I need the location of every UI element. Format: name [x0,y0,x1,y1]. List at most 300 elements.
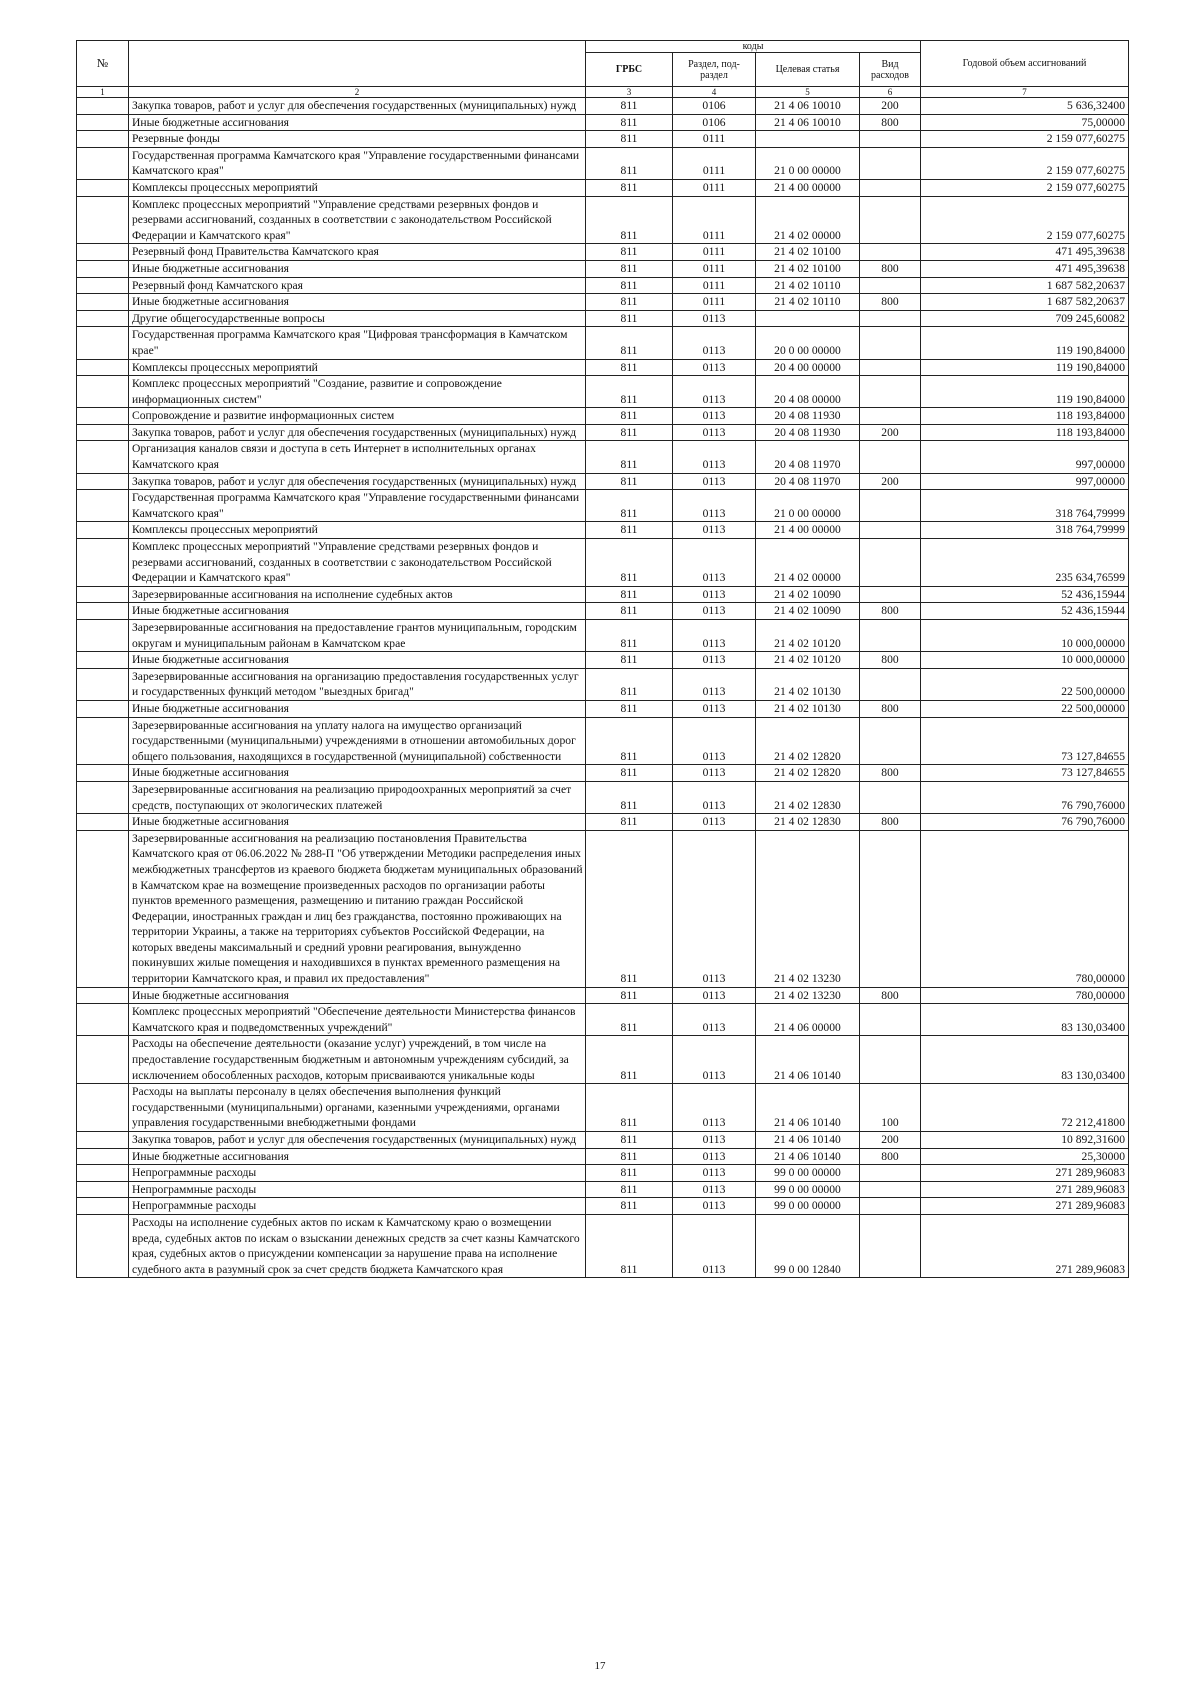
target-article: 21 4 02 13230 [756,830,860,987]
grbs-code: 811 [586,1084,673,1132]
section-code: 0111 [673,196,756,244]
section-code: 0113 [673,620,756,652]
target-article: 21 4 02 12820 [756,717,860,765]
annual-amount: 235 634,76599 [921,539,1129,587]
target-article: 99 0 00 00000 [756,1198,860,1215]
section-code: 0113 [673,1165,756,1182]
expense-type [860,376,921,408]
target-article: 21 4 02 12830 [756,781,860,813]
table-row [77,652,1129,669]
table-row [77,114,1129,131]
expense-type: 200 [860,424,921,441]
table-row [77,814,1129,831]
table-row [77,1148,1129,1165]
annual-amount: 271 289,96083 [921,1214,1129,1277]
expense-name: Комплекс процессных мероприятий "Обеспечение деятельности Министерства финансов Камчатского края и подведомственных учреждений" [129,1004,586,1036]
section-code: 0113 [673,765,756,782]
target-article: 21 4 02 10130 [756,700,860,717]
grbs-code: 811 [586,1165,673,1182]
expense-type [860,830,921,987]
target-article: 21 4 06 00000 [756,1004,860,1036]
section-code: 0113 [673,441,756,473]
annual-amount: 22 500,00000 [921,668,1129,700]
expense-name: Организация каналов связи и доступа в сеть Интернет в исполнительных органах Камчатского края [129,441,586,473]
row-number-cell [77,179,129,196]
table-row [77,765,1129,782]
table-row [77,1036,1129,1084]
annual-amount: 471 495,39638 [921,244,1129,261]
target-article: 99 0 00 00000 [756,1181,860,1198]
row-number-cell [77,196,129,244]
table-row [77,668,1129,700]
expense-type: 200 [860,473,921,490]
expense-name: Комплексы процессных мероприятий [129,179,586,196]
section-code: 0106 [673,98,756,115]
expense-type: 800 [860,260,921,277]
row-number-cell [77,1084,129,1132]
expense-name: Комплекс процессных мероприятий "Создание, развитие и сопровождение информационных систем" [129,376,586,408]
section-code: 0111 [673,294,756,311]
target-article: 21 4 02 10100 [756,260,860,277]
grbs-code: 811 [586,1181,673,1198]
section-code: 0113 [673,652,756,669]
expense-name: Сопровождение и развитие информационных систем [129,408,586,425]
expense-name: Комплексы процессных мероприятий [129,359,586,376]
target-article: 21 0 00 00000 [756,490,860,522]
expense-name: Закупка товаров, работ и услуг для обеспечения государственных (муниципальных) нужд [129,98,586,115]
row-number-cell [77,490,129,522]
section-code: 0113 [673,830,756,987]
annual-amount: 119 190,84000 [921,359,1129,376]
row-number-cell [77,376,129,408]
section-code: 0113 [673,408,756,425]
target-article: 20 4 08 11930 [756,408,860,425]
annual-amount: 997,00000 [921,441,1129,473]
section-code: 0113 [673,1148,756,1165]
table-row [77,294,1129,311]
expense-name: Иные бюджетные ассигнования [129,765,586,782]
annual-amount: 76 790,76000 [921,781,1129,813]
table-row [77,620,1129,652]
target-article: 21 4 02 00000 [756,196,860,244]
target-article: 21 0 00 00000 [756,147,860,179]
expense-name: Закупка товаров, работ и услуг для обеспечения государственных (муниципальных) нужд [129,1132,586,1149]
annual-amount: 271 289,96083 [921,1198,1129,1215]
table-row [77,1181,1129,1198]
row-number-cell [77,522,129,539]
grbs-code: 811 [586,1198,673,1215]
expense-name: Зарезервированные ассигнования на предоставление грантов муниципальным, городским округам и муниципальным районам в Камчатском крае [129,620,586,652]
expense-name: Государственная программа Камчатского края "Управление государственными финансами Камчатского края" [129,147,586,179]
table-row [77,700,1129,717]
target-article: 21 4 06 10010 [756,98,860,115]
expense-name: Зарезервированные ассигнования на реализацию постановления Правительства Камчатского края от 06.06.2022 № 288-П "Об утверждении Методики распределения иных межбюджетных трансфертов из краевого бюджета бюджетам муниципальных образований в Камчатском крае на возмещение произведенных расходов по организации работы пунктов временного размещения, размещению и питанию граждан Российской Федерации, иностранных граждан и лиц без гражданства, постоянно проживающих на территории Украины, а также на территориях субъектов Российской Федерации, на которых введены максимальный и средний уровни реагирования, вынужденно покинувших жилые помещения и находившихся в пунктах временного размещения на территории Камчатского края, и правил их предоставления" [129,830,586,987]
grbs-code: 811 [586,652,673,669]
target-article [756,310,860,327]
grbs-code: 811 [586,179,673,196]
grbs-code: 811 [586,114,673,131]
header-vid: Вид расходов [860,53,921,87]
target-article [756,131,860,148]
expense-name: Зарезервированные ассигнования на организацию предоставления государственных услуг и государственных функций методом "выездных бригад" [129,668,586,700]
header-no: № [77,41,129,87]
expense-name: Непрограммные расходы [129,1198,586,1215]
grbs-code: 811 [586,717,673,765]
target-article: 20 4 08 11970 [756,473,860,490]
target-article: 99 0 00 00000 [756,1165,860,1182]
target-article: 21 4 02 10090 [756,586,860,603]
page-number: 17 [594,1660,606,1672]
target-article: 21 4 06 10140 [756,1132,860,1149]
target-article: 21 4 06 10140 [756,1148,860,1165]
expense-type [860,277,921,294]
header-razdel: Раздел, под-раздел [673,53,756,87]
annual-amount: 75,00000 [921,114,1129,131]
grbs-code: 811 [586,781,673,813]
annual-amount: 73 127,84655 [921,717,1129,765]
expense-type: 800 [860,700,921,717]
expense-type [860,196,921,244]
expense-type: 800 [860,1148,921,1165]
section-code: 0113 [673,376,756,408]
grbs-code: 811 [586,586,673,603]
row-number-cell [77,244,129,261]
annual-amount: 10 000,00000 [921,652,1129,669]
grbs-code: 811 [586,277,673,294]
grbs-code: 811 [586,1036,673,1084]
row-number-cell [77,620,129,652]
section-code: 0113 [673,814,756,831]
row-number-cell [77,441,129,473]
grbs-code: 811 [586,765,673,782]
annual-amount: 2 159 077,60275 [921,179,1129,196]
table-row [77,830,1129,987]
section-code: 0111 [673,147,756,179]
annual-amount: 471 495,39638 [921,260,1129,277]
column-number: 4 [673,87,756,98]
expense-type [860,179,921,196]
row-number-cell [77,586,129,603]
expense-type [860,1198,921,1215]
row-number-cell [77,294,129,311]
section-code: 0113 [673,539,756,587]
section-code: 0113 [673,359,756,376]
target-article: 21 4 02 10100 [756,244,860,261]
header-grbs: ГРБС [586,53,673,87]
row-number-cell [77,1198,129,1215]
expense-type [860,717,921,765]
expense-type [860,1036,921,1084]
expense-name: Резервные фонды [129,131,586,148]
table-row [77,603,1129,620]
grbs-code: 811 [586,490,673,522]
row-number-cell [77,1181,129,1198]
annual-amount: 318 764,79999 [921,522,1129,539]
section-code: 0113 [673,1181,756,1198]
expense-name: Иные бюджетные ассигнования [129,652,586,669]
target-article: 20 0 00 00000 [756,327,860,359]
target-article: 21 4 02 10130 [756,668,860,700]
table-row [77,586,1129,603]
section-code: 0113 [673,522,756,539]
target-article: 21 4 00 00000 [756,179,860,196]
expense-name: Расходы на обеспечение деятельности (оказание услуг) учреждений, в том числе на предоставление государственным бюджетным и автономным учреждениям субсидий, за исключением обособленных расходов, которым присваиваются уникальные коды [129,1036,586,1084]
table-row [77,376,1129,408]
grbs-code: 811 [586,1148,673,1165]
section-code: 0113 [673,327,756,359]
grbs-code: 811 [586,814,673,831]
annual-amount: 271 289,96083 [921,1181,1129,1198]
grbs-code: 811 [586,196,673,244]
expense-type [860,441,921,473]
annual-amount: 709 245,60082 [921,310,1129,327]
table-row [77,441,1129,473]
expense-type: 100 [860,1084,921,1132]
grbs-code: 811 [586,98,673,115]
column-number: 5 [756,87,860,98]
expense-name: Расходы на выплаты персоналу в целях обеспечения выполнения функций государственными (муниципальными) органами, казенными учреждениями, органами управления государственными внебюджетными фондами [129,1084,586,1132]
annual-amount: 119 190,84000 [921,376,1129,408]
expense-name: Иные бюджетные ассигнования [129,603,586,620]
target-article: 21 4 06 10010 [756,114,860,131]
annual-amount: 271 289,96083 [921,1165,1129,1182]
grbs-code: 811 [586,603,673,620]
table-row [77,179,1129,196]
expense-type: 200 [860,98,921,115]
table-row [77,522,1129,539]
row-number-cell [77,700,129,717]
expense-name: Иные бюджетные ассигнования [129,260,586,277]
expense-type: 800 [860,987,921,1004]
table-row [77,310,1129,327]
expense-type: 800 [860,294,921,311]
column-number: 3 [586,87,673,98]
row-number-cell [77,1132,129,1149]
expense-type: 800 [860,114,921,131]
target-article: 21 4 02 10110 [756,294,860,311]
annual-amount: 10 892,31600 [921,1132,1129,1149]
section-code: 0113 [673,1084,756,1132]
row-number-cell [77,98,129,115]
annual-amount: 2 159 077,60275 [921,196,1129,244]
annual-amount: 2 159 077,60275 [921,147,1129,179]
expense-type [860,359,921,376]
section-code: 0113 [673,473,756,490]
annual-amount: 1 687 582,20637 [921,277,1129,294]
table-row [77,260,1129,277]
section-code: 0113 [673,668,756,700]
table-row [77,408,1129,425]
table-row [77,131,1129,148]
expense-name: Иные бюджетные ассигнования [129,987,586,1004]
table-row [77,1214,1129,1277]
section-code: 0113 [673,1004,756,1036]
row-number-cell [77,987,129,1004]
annual-amount: 10 000,00000 [921,620,1129,652]
expense-name: Иные бюджетные ассигнования [129,814,586,831]
target-article: 20 4 08 11970 [756,441,860,473]
section-code: 0113 [673,490,756,522]
grbs-code: 811 [586,359,673,376]
grbs-code: 811 [586,830,673,987]
target-article: 21 4 02 10120 [756,652,860,669]
target-article: 21 4 06 10140 [756,1084,860,1132]
row-number-cell [77,717,129,765]
grbs-code: 811 [586,424,673,441]
expense-name: Зарезервированные ассигнования на исполнение судебных актов [129,586,586,603]
grbs-code: 811 [586,294,673,311]
row-number-cell [77,131,129,148]
expense-type: 800 [860,814,921,831]
section-code: 0113 [673,1198,756,1215]
expense-type: 800 [860,652,921,669]
expense-name: Закупка товаров, работ и услуг для обеспечения государственных (муниципальных) нужд [129,473,586,490]
grbs-code: 811 [586,376,673,408]
expense-name: Комплексы процессных мероприятий [129,522,586,539]
grbs-code: 811 [586,408,673,425]
column-number: 2 [129,87,586,98]
annual-amount: 2 159 077,60275 [921,131,1129,148]
table-row [77,327,1129,359]
target-article: 21 4 02 10120 [756,620,860,652]
expense-name: Комплекс процессных мероприятий "Управление средствами резервных фондов и резервами ассигнований, созданных в соответствии с законодательством Российской Федерации и Камчатского края" [129,196,586,244]
grbs-code: 811 [586,1132,673,1149]
section-code: 0111 [673,131,756,148]
grbs-code: 811 [586,260,673,277]
row-number-cell [77,260,129,277]
target-article: 21 4 02 12830 [756,814,860,831]
column-number: 6 [860,87,921,98]
row-number-cell [77,765,129,782]
target-article: 20 4 08 11930 [756,424,860,441]
annual-amount: 76 790,76000 [921,814,1129,831]
row-number-cell [77,1004,129,1036]
annual-amount: 22 500,00000 [921,700,1129,717]
target-article: 21 4 02 00000 [756,539,860,587]
annual-amount: 52 436,15944 [921,586,1129,603]
target-article: 21 4 02 13230 [756,987,860,1004]
expense-type [860,1004,921,1036]
table-row [77,987,1129,1004]
row-number-cell [77,814,129,831]
expense-name: Другие общегосударственные вопросы [129,310,586,327]
table-row [77,359,1129,376]
table-row [77,781,1129,813]
table-row [77,717,1129,765]
annual-amount: 83 130,03400 [921,1036,1129,1084]
grbs-code: 811 [586,147,673,179]
table-row [77,424,1129,441]
table-row [77,277,1129,294]
row-number-cell [77,1214,129,1277]
row-number-cell [77,539,129,587]
annual-amount: 1 687 582,20637 [921,294,1129,311]
row-number-cell [77,1148,129,1165]
table-row [77,1084,1129,1132]
expense-name: Резервный фонд Правительства Камчатского края [129,244,586,261]
expense-name: Зарезервированные ассигнования на уплату налога на имущество организаций государственными (муниципальными) учреждениями в отношении автомобильных дорог общего пользования, находящихся в государственной (муниципальной) собственности [129,717,586,765]
expense-type [860,781,921,813]
header-target: Целевая статья [756,53,860,87]
section-code: 0111 [673,244,756,261]
row-number-cell [77,830,129,987]
budget-table [76,40,1129,1278]
annual-amount: 5 636,32400 [921,98,1129,115]
table-row [77,244,1129,261]
row-number-cell [77,668,129,700]
expense-name: Комплекс процессных мероприятий "Управление средствами резервных фондов и резервами ассигнований, созданных в соответствии с законодательством Российской Федерации и Камчатского края" [129,539,586,587]
grbs-code: 811 [586,539,673,587]
section-code: 0113 [673,700,756,717]
annual-amount: 73 127,84655 [921,765,1129,782]
expense-type [860,310,921,327]
grbs-code: 811 [586,441,673,473]
annual-amount: 119 190,84000 [921,327,1129,359]
table-row [77,1165,1129,1182]
expense-name: Резервный фонд Камчатского края [129,277,586,294]
expense-name: Закупка товаров, работ и услуг для обеспечения государственных (муниципальных) нужд [129,424,586,441]
table-row [77,539,1129,587]
annual-amount: 997,00000 [921,473,1129,490]
section-code: 0113 [673,987,756,1004]
annual-amount: 780,00000 [921,987,1129,1004]
row-number-cell [77,1165,129,1182]
target-article: 21 4 00 00000 [756,522,860,539]
section-code: 0113 [673,1132,756,1149]
table-row [77,196,1129,244]
section-code: 0111 [673,179,756,196]
section-code: 0113 [673,424,756,441]
expense-type [860,408,921,425]
section-code: 0113 [673,1036,756,1084]
expense-type [860,668,921,700]
grbs-code: 811 [586,473,673,490]
annual-amount: 780,00000 [921,830,1129,987]
expense-name: Иные бюджетные ассигнования [129,114,586,131]
table-row [77,147,1129,179]
target-article: 20 4 00 00000 [756,359,860,376]
expense-type [860,522,921,539]
table-row [77,490,1129,522]
expense-type [860,490,921,522]
row-number-cell [77,147,129,179]
expense-type: 800 [860,603,921,620]
grbs-code: 811 [586,310,673,327]
table-row [77,1004,1129,1036]
expense-type [860,327,921,359]
row-number-cell [77,603,129,620]
section-code: 0111 [673,260,756,277]
expense-name: Иные бюджетные ассигнования [129,700,586,717]
row-number-cell [77,310,129,327]
column-number: 7 [921,87,1129,98]
expense-type [860,586,921,603]
target-article: 21 4 06 10140 [756,1036,860,1084]
expense-type [860,539,921,587]
annual-amount: 318 764,79999 [921,490,1129,522]
expense-type [860,1165,921,1182]
section-code: 0111 [673,277,756,294]
expense-name: Государственная программа Камчатского края "Цифровая трансформация в Камчатском крае" [129,327,586,359]
expense-name: Государственная программа Камчатского края "Управление государственными финансами Камчатского края" [129,490,586,522]
expense-type [860,131,921,148]
expense-type [860,1214,921,1277]
expense-type: 800 [860,765,921,782]
row-number-cell [77,1036,129,1084]
expense-name: Расходы на исполнение судебных актов по искам к Камчатскому краю о возмещении вреда, судебных актов по искам о взыскании денежных средств за счет казны Камчатского края, судебных актов о присуждении компенсации за нарушение права на исполнение судебного акта в разумный срок за счет средств бюджета Камчатского края [129,1214,586,1277]
expense-name: Непрограммные расходы [129,1181,586,1198]
section-code: 0113 [673,310,756,327]
